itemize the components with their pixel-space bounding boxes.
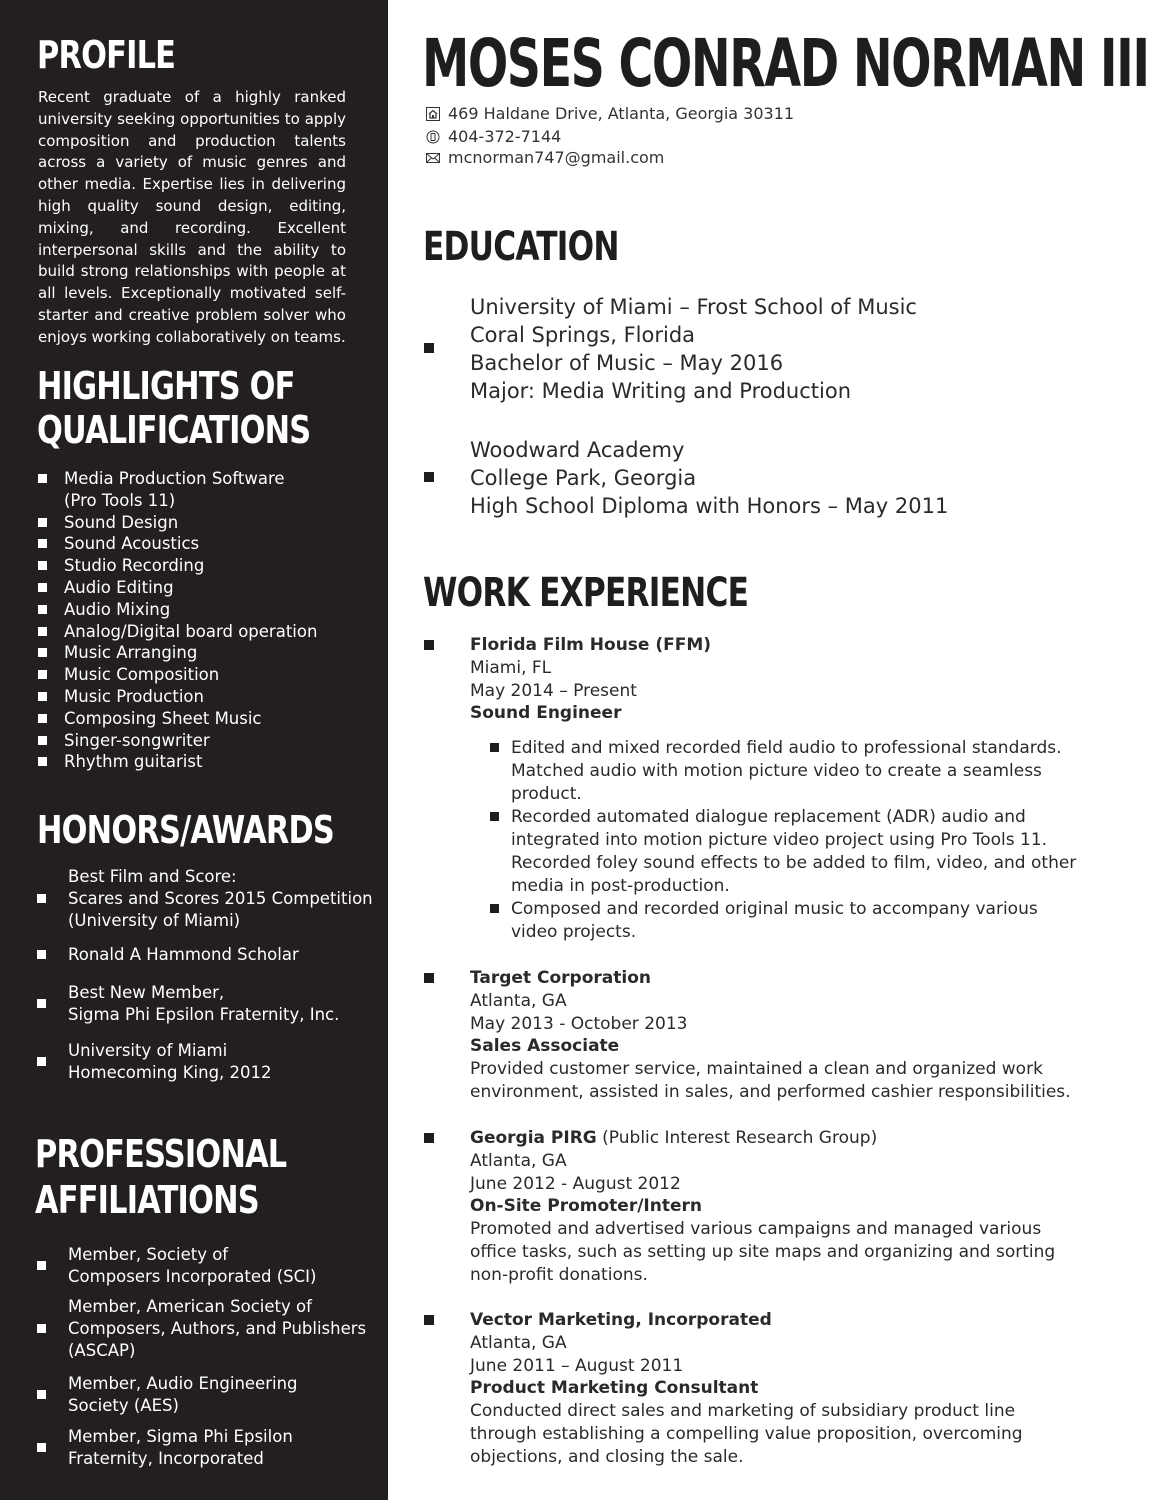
job-dates: May 2013 - October 2013 bbox=[470, 1013, 688, 1034]
honor-item: University of Miami bbox=[68, 1041, 228, 1060]
qualification-item: Analog/Digital board operation bbox=[64, 621, 318, 641]
affiliations-heading-line1: PROFESSIONAL bbox=[35, 1132, 287, 1176]
bullet-square-icon bbox=[38, 605, 47, 614]
qualification-item: Sound Acoustics bbox=[64, 534, 200, 554]
job-description: Promoted and advertised various campaigns and managed various bbox=[470, 1219, 1042, 1240]
job-duty: Edited and mixed recorded field audio to professional standards. bbox=[511, 738, 1062, 759]
bullet-square-icon bbox=[490, 743, 499, 752]
job-description: non-profit donations. bbox=[470, 1264, 648, 1285]
job-description: through establishing a compelling value proposition, overcoming bbox=[470, 1424, 1023, 1444]
affiliation-item: Member, American Society of bbox=[68, 1297, 312, 1316]
bullet-square-icon bbox=[37, 894, 46, 903]
affiliation-item: Society (AES) bbox=[68, 1396, 179, 1415]
profile-text: Recent graduate of a highly ranked university seeking opportunities to apply composition and production talents across a variety of music genres and other media. Expertise lies in delivering high quality sound design, editing, mixing, and recording. Excellent interpersonal skills and the ability to build strong relationships with people at all levels. Exceptionally motivated self-starter and creative problem solver who enjoys working collaboratively on teams. bbox=[38, 88, 346, 346]
qualification-item: Music Production bbox=[64, 687, 204, 706]
honor-item: Scares and Scores 2015 Competition bbox=[68, 889, 373, 908]
job-company: Florida Film House (FFM) bbox=[470, 635, 712, 655]
affiliation-item: Member, Sigma Phi Epsilon bbox=[68, 1427, 293, 1446]
job-description: office tasks, such as setting up site maps and organizing and sorting bbox=[470, 1242, 1056, 1262]
highlights-heading-line1: HIGHLIGHTS OF bbox=[37, 364, 295, 408]
bullet-square-icon bbox=[424, 472, 434, 482]
email-text: mcnorman747@gmail.com bbox=[448, 148, 665, 167]
affiliations-heading-line2: AFFILIATIONS bbox=[35, 1178, 259, 1222]
honor-item: Homecoming King, 2012 bbox=[68, 1063, 272, 1082]
phone-text: 404-372-7144 bbox=[448, 127, 562, 146]
qualification-item: Music Arranging bbox=[64, 643, 198, 663]
education-line: Major: Media Writing and Production bbox=[470, 379, 852, 403]
job-location: Miami, FL bbox=[470, 657, 552, 678]
bullet-square-icon bbox=[38, 518, 47, 527]
job-duty: Composed and recorded original music to accompany various bbox=[511, 899, 1038, 920]
job-location: Atlanta, GA bbox=[470, 990, 567, 1011]
honor-item: Best New Member, bbox=[68, 983, 225, 1002]
education-line: University of Miami – Frost School of Music bbox=[470, 295, 917, 319]
job-dates: June 2012 - August 2012 bbox=[470, 1173, 681, 1194]
job-description: Provided customer service, maintained a clean and organized work bbox=[470, 1059, 1043, 1080]
job-location: Atlanta, GA bbox=[470, 1150, 567, 1171]
bullet-square-icon bbox=[38, 474, 47, 483]
qualification-item: Singer-songwriter bbox=[64, 730, 210, 750]
education-line: College Park, Georgia bbox=[470, 466, 697, 490]
job-title: Product Marketing Consultant bbox=[470, 1378, 759, 1399]
bullet-square-icon bbox=[424, 1315, 434, 1325]
job-description: objections, and closing the sale. bbox=[470, 1446, 744, 1467]
bullet-square-icon bbox=[38, 648, 47, 657]
bullet-square-icon bbox=[38, 627, 47, 636]
job-duty: Matched audio with motion picture video to create a seamless bbox=[511, 761, 1042, 782]
affiliation-item: Composers, Authors, and Publishers bbox=[68, 1319, 367, 1338]
job-duty: media in post-production. bbox=[511, 876, 730, 897]
bullet-square-icon bbox=[490, 904, 499, 913]
honor-item: (University of Miami) bbox=[68, 911, 241, 930]
candidate-name: MOSES CONRAD NORMAN III bbox=[422, 25, 1149, 102]
bullet-square-icon bbox=[38, 736, 47, 745]
envelope-icon bbox=[426, 151, 440, 165]
job-company: Target Corporation bbox=[470, 968, 651, 988]
job-description: Conducted direct sales and marketing of subsidiary product line bbox=[470, 1401, 1016, 1422]
qualification-item: Audio Mixing bbox=[64, 599, 171, 619]
qualification-item: Audio Editing bbox=[64, 578, 174, 597]
education-line: Coral Springs, Florida bbox=[470, 323, 696, 347]
bullet-square-icon bbox=[38, 670, 47, 679]
job-company-line bbox=[470, 1127, 877, 1150]
sidebar bbox=[0, 0, 388, 1500]
affiliation-item: Fraternity, Incorporated bbox=[68, 1449, 264, 1468]
affiliation-item: Composers Incorporated (SCI) bbox=[68, 1267, 317, 1286]
phone-icon bbox=[426, 130, 440, 144]
qualification-item: Sound Design bbox=[64, 512, 179, 532]
bullet-square-icon bbox=[37, 1324, 46, 1333]
address-text: 469 Haldane Drive, Atlanta, Georgia 30311 bbox=[448, 104, 795, 123]
profile-heading: PROFILE bbox=[37, 33, 176, 77]
bullet-square-icon bbox=[37, 1261, 46, 1270]
affiliation-item: (ASCAP) bbox=[68, 1341, 136, 1360]
bullet-square-icon bbox=[37, 1443, 46, 1452]
job-title: On-Site Promoter/Intern bbox=[470, 1196, 702, 1217]
bullet-square-icon bbox=[38, 757, 47, 766]
education-heading: EDUCATION bbox=[423, 224, 619, 270]
highlights-heading-line2: QUALIFICATIONS bbox=[37, 408, 311, 452]
job-company-note: (Public Interest Research Group) bbox=[596, 1128, 878, 1148]
bullet-square-icon bbox=[424, 973, 434, 983]
job-location: Atlanta, GA bbox=[470, 1332, 567, 1353]
work-heading: WORK EXPERIENCE bbox=[423, 570, 749, 616]
job-dates: June 2011 – August 2011 bbox=[470, 1355, 684, 1376]
job-duty: video projects. bbox=[511, 922, 637, 943]
bullet-square-icon bbox=[490, 812, 499, 821]
bullet-square-icon bbox=[424, 343, 434, 353]
job-company-line bbox=[470, 967, 651, 990]
bullet-square-icon bbox=[37, 999, 46, 1008]
education-line: Bachelor of Music – May 2016 bbox=[470, 351, 784, 375]
job-company: Vector Marketing, Incorporated bbox=[470, 1310, 772, 1330]
job-company-line bbox=[470, 1309, 772, 1332]
qualification-item: Composing Sheet Music bbox=[64, 708, 262, 728]
job-duty: Recorded foley sound effects to be added to film, video, and other bbox=[511, 853, 1077, 874]
job-title: Sound Engineer bbox=[470, 703, 622, 724]
qualification-item: Music Composition bbox=[64, 665, 220, 685]
bullet-square-icon bbox=[38, 714, 47, 723]
job-title: Sales Associate bbox=[470, 1036, 620, 1057]
qualification-item: Studio Recording bbox=[64, 556, 205, 576]
qualification-item: Rhythm guitarist bbox=[64, 752, 203, 772]
honors-heading: HONORS/AWARDS bbox=[37, 808, 334, 852]
job-description: environment, assisted in sales, and performed cashier responsibilities. bbox=[470, 1082, 1071, 1102]
home-icon bbox=[426, 107, 440, 121]
bullet-square-icon bbox=[38, 561, 47, 570]
job-duty: integrated into motion picture video project using Pro Tools 11. bbox=[511, 830, 1048, 851]
affiliation-item: Member, Society of bbox=[68, 1245, 229, 1264]
bullet-square-icon bbox=[38, 692, 47, 701]
honor-item: Best Film and Score: bbox=[68, 867, 237, 886]
qualification-item: (Pro Tools 11) bbox=[64, 491, 176, 510]
job-dates: May 2014 – Present bbox=[470, 680, 637, 701]
job-duty: product. bbox=[511, 784, 582, 805]
bullet-square-icon bbox=[424, 1133, 434, 1143]
job-duty: Recorded automated dialogue replacement (ADR) audio and bbox=[511, 807, 1026, 828]
affiliation-item: Member, Audio Engineering bbox=[68, 1374, 298, 1393]
bullet-square-icon bbox=[37, 950, 46, 959]
qualification-item: Media Production Software bbox=[64, 469, 285, 488]
honor-item: Ronald A Hammond Scholar bbox=[68, 945, 299, 964]
bullet-square-icon bbox=[424, 640, 434, 650]
education-line: High School Diploma with Honors – May 2011 bbox=[470, 494, 949, 518]
bullet-square-icon bbox=[38, 583, 47, 592]
job-company: Georgia PIRG bbox=[470, 1128, 597, 1148]
education-line: Woodward Academy bbox=[470, 438, 685, 462]
honor-item: Sigma Phi Epsilon Fraternity, Inc. bbox=[68, 1005, 340, 1024]
bullet-square-icon bbox=[37, 1390, 46, 1399]
job-company-line bbox=[470, 634, 711, 657]
bullet-square-icon bbox=[37, 1057, 46, 1066]
bullet-square-icon bbox=[38, 539, 47, 548]
